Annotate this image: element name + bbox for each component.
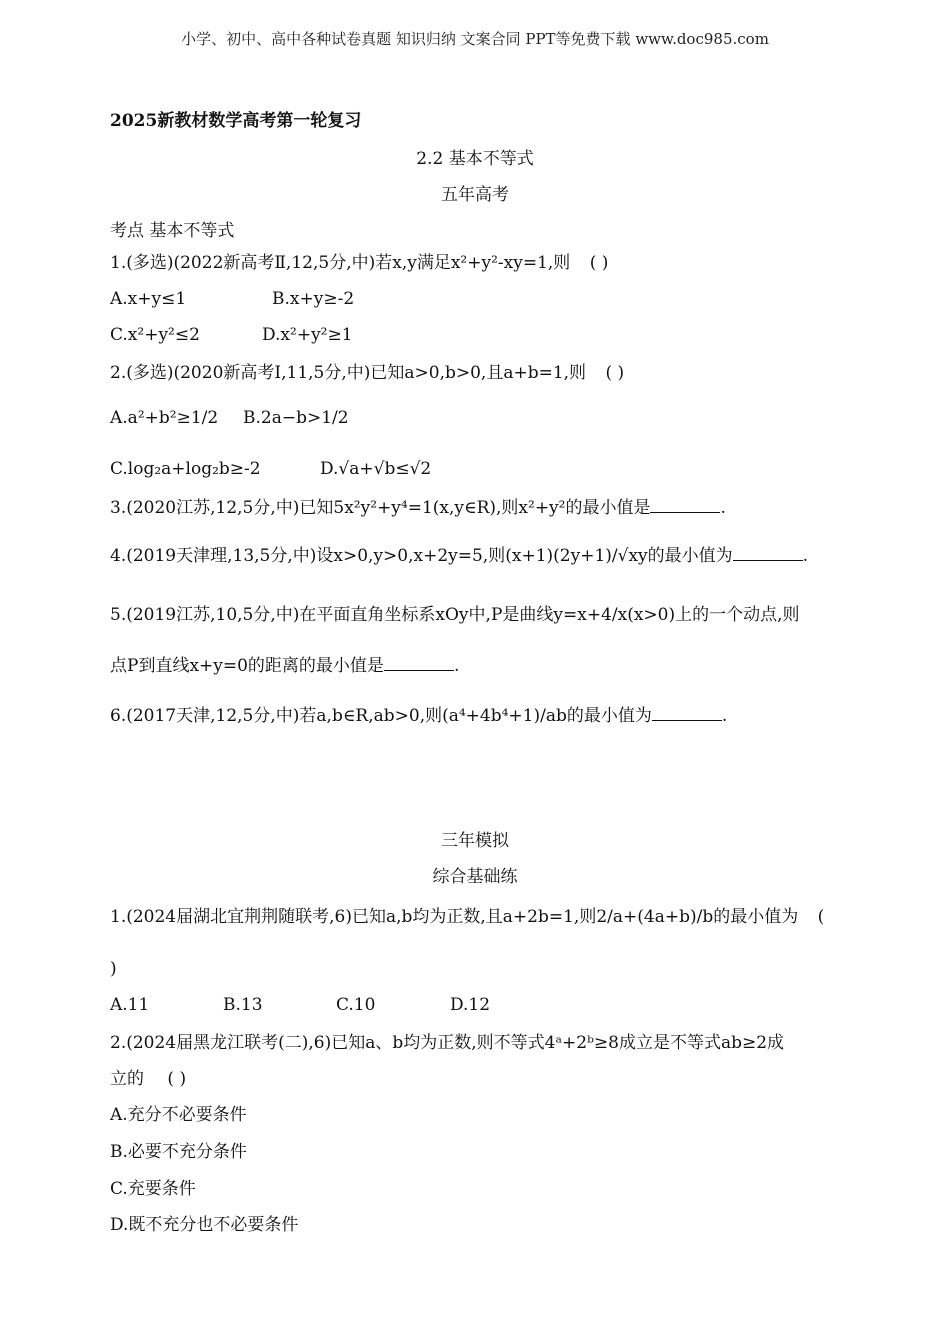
question-5-line-1: 5.(2019江苏,10,5分,中)在平面直角坐标系xOy中,P是曲线y=x+4/x(x>0)上的一个动点,则 [110, 605, 800, 625]
question-5-line-2-text: 点P到直线x+y=0的距离的最小值是 [110, 656, 384, 676]
practice-2-line-1: 2.(2024届黑龙江联考(二),6)已知a、b均为正数,则不等式4ᵃ+2ᵇ≥8成立是不等式ab≥2成 [110, 1033, 785, 1053]
q2-option-ab [110, 398, 349, 442]
q1-option-d: D.x²+y²≥1 [262, 325, 353, 345]
p1-option-a: A.11 [110, 995, 150, 1015]
question-5-line-2: 点P到直线x+y=0的距离的最小值是 . [110, 652, 459, 678]
q1-option-c: C.x²+y²≤2 [110, 325, 200, 345]
question-2-stem: 2.(多选)(2020新高考Ⅰ,11,5分,中)已知a>0,b>0,且a+b=1,则 [110, 363, 587, 383]
section-title [0, 144, 950, 169]
p2-option-a: A.充分不必要条件 [110, 1105, 247, 1125]
question-6-stem: 6.(2017天津,12,5分,中)若a,b∈R,ab>0,则(a⁴+4b⁴+1)/ab的最小值为 [110, 706, 652, 726]
p2-option-d: D.既不充分也不必要条件 [110, 1215, 299, 1235]
answer-blank[interactable] [384, 652, 454, 671]
question-6: 6.(2017天津,12,5分,中)若a,b∈R,ab>0,则(a⁴+4b⁴+1)/ab的最小值为 . [110, 702, 727, 728]
answer-paren-close: ) [110, 959, 117, 979]
practice-1 [110, 904, 824, 930]
answer-paren: ( ) [589, 253, 609, 273]
q2-option-c: C.log₂a+log₂b≥-2 [110, 459, 261, 479]
question-3-stem: 3.(2020江苏,12,5分,中)已知5x²y²+y⁴=1(x,y∈R),则x²+y²的最小值是 [110, 498, 651, 518]
p1-option-b: B.13 [223, 995, 263, 1015]
three-year-heading: 三年模拟 [441, 831, 509, 851]
topic-heading: 考点 基本不等式 [110, 221, 235, 241]
question-3: 3.(2020江苏,12,5分,中)已知5x²y²+y⁴=1(x,y∈R),则x²+y²的最小值是 . [110, 494, 726, 520]
p1-option-c: C.10 [336, 995, 376, 1015]
question-4-stem: 4.(2019天津理,13,5分,中)设x>0,y>0,x+2y=5,则(x+1)(2y+1)/√xy的最小值为 [110, 546, 733, 566]
p2-option-c: C.充要条件 [110, 1179, 196, 1199]
practice-heading: 综合基础练 [432, 867, 518, 887]
p2-option-b: B.必要不充分条件 [110, 1142, 247, 1162]
five-year-heading: 五年高考 [441, 185, 509, 205]
answer-blank[interactable] [652, 702, 722, 721]
q2-option-a: A.a²+b²≥1/2 [110, 408, 219, 428]
q2-option-b: B.2a−b>1/2 [243, 408, 349, 428]
practice-2-line-2-text: 立的 [110, 1069, 144, 1089]
answer-paren: ( ) [167, 1069, 187, 1089]
answer-blank[interactable] [733, 542, 803, 561]
question-1 [110, 250, 608, 276]
practice-1-stem: 1.(2024届湖北宜荆荆随联考,6)已知a,b均为正数,且a+2b=1,则2/a+(4a+b)/b的最小值为 [110, 907, 799, 927]
p1-option-d: D.12 [450, 995, 491, 1015]
q2-option-d: D.√a+√b≤√2 [320, 459, 432, 479]
section-title-text: 2.2 基本不等式 [416, 149, 534, 169]
question-2 [110, 360, 624, 386]
doc-title: 2025新教材数学高考第一轮复习 [110, 111, 362, 131]
answer-blank[interactable] [650, 494, 720, 513]
page-header: 小学、初中、高中各种试卷真题 知识归纳 文案合同 PPT等免费下载 www.doc985.com [181, 30, 769, 48]
question-1-stem: 1.(多选)(2022新高考Ⅱ,12,5分,中)若x,y满足x²+y²-xy=1,则 [110, 253, 571, 273]
question-4: 4.(2019天津理,13,5分,中)设x>0,y>0,x+2y=5,则(x+1)(2y+1)/√xy的最小值为 . [110, 542, 808, 568]
practice-2-line-2 [110, 1066, 186, 1092]
q1-option-a: A.x+y≤1 [110, 289, 187, 309]
answer-paren-open: ( [817, 907, 825, 927]
q1-option-b: B.x+y≥-2 [272, 289, 355, 309]
answer-paren: ( ) [605, 363, 625, 383]
